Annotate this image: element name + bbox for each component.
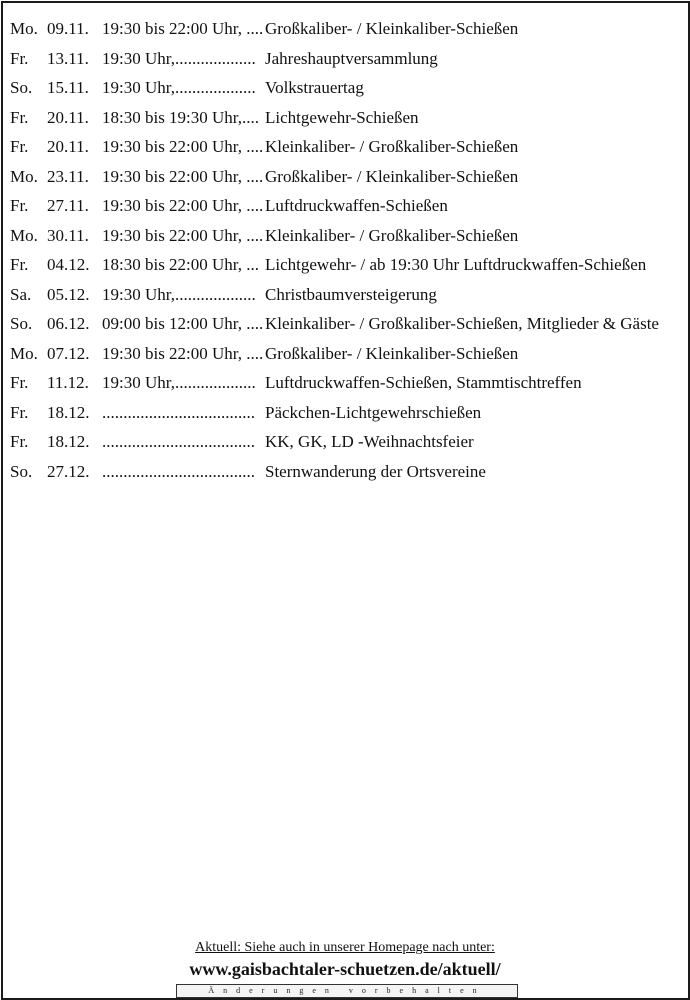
event-title: Großkaliber- / Kleinkaliber-Schießen [265,343,519,363]
event-time: 18:30 bis 22:00 Uhr, ... [102,255,260,274]
event-date: 04.12. [47,255,90,274]
event-time: .................................... [102,461,255,481]
event-date: 11.12. [47,373,89,392]
event-day: Fr. [10,137,29,156]
event-title: Volkstrauertag [265,78,364,97]
event-date: 07.12. [47,343,90,363]
schedule-row [0,14,690,43]
event-date: 18.12. [47,432,90,451]
event-title: KK, GK, LD -Weihnachtsfeier [265,432,474,451]
event-day: So. [10,78,33,97]
event-date: 30.11. [47,225,89,245]
event-time: 19:30 bis 22:00 Uhr, .... [102,137,264,156]
event-date: 06.12. [47,314,90,333]
event-title: Lichtgewehr-Schießen [265,107,419,127]
event-day: Mo. [10,225,38,245]
event-day: Mo. [10,19,38,38]
schedule-row [0,221,690,250]
event-date: 09.11. [47,19,89,38]
event-time: .................................... [102,432,255,451]
schedule-row [0,457,690,486]
event-day: Fr. [10,373,29,392]
event-time: 19:30 bis 22:00 Uhr, .... [102,225,264,245]
event-date: 20.11. [47,137,89,156]
event-title: Kleinkaliber- / Großkaliber-Schießen, Mitglieder & Gäste [265,314,659,333]
schedule-row [0,132,690,161]
event-day: Fr. [10,48,29,68]
homepage-link[interactable]: www.gaisbachtaler-schuetzen.de/aktuell/ [189,959,501,979]
schedule-row [0,162,690,191]
event-day: Sa. [10,284,32,304]
event-day: Mo. [10,343,38,363]
event-time: 19:30 bis 22:00 Uhr, .... [102,343,264,363]
event-date: 20.11. [47,107,89,127]
event-day: So. [10,461,33,481]
event-date: 18.12. [47,402,90,422]
event-title: Sternwanderung der Ortsvereine [265,461,486,481]
event-day: Fr. [10,432,29,451]
schedule-row [0,103,690,132]
schedule-row [0,427,690,456]
event-date: 27.12. [47,461,90,481]
event-date: 15.11. [47,78,89,97]
event-time: 18:30 bis 19:30 Uhr,.... [102,107,260,127]
schedule-row [0,44,690,73]
event-day: Fr. [10,196,29,215]
event-time: 19:30 Uhr,................... [102,373,256,392]
schedule-row [0,191,690,220]
schedule-row [0,250,690,279]
event-date: 05.12. [47,284,90,304]
event-time: 19:30 bis 22:00 Uhr, .... [102,19,264,38]
schedule-row [0,309,690,338]
schedule-row [0,73,690,102]
event-time: 19:30 Uhr,................... [102,78,256,97]
event-day: Mo. [10,166,38,186]
event-title: Luftdruckwaffen-Schießen [265,196,448,215]
homepage-note: Aktuell: Siehe auch in unserer Homepage nach unter: [195,940,495,955]
event-date: 13.11. [47,48,89,68]
schedule-row [0,280,690,309]
event-title: Päckchen-Lichtgewehrschießen [265,402,482,422]
schedule-row [0,398,690,427]
event-title: Kleinkaliber- / Großkaliber-Schießen [265,137,519,156]
event-title: Lichtgewehr- / ab 19:30 Uhr Luftdruckwaffen-Schießen [265,255,647,274]
event-time: 19:30 bis 22:00 Uhr, .... [102,166,264,186]
event-day: So. [10,314,33,333]
event-day: Fr. [10,255,29,274]
event-date: 23.11. [47,166,89,186]
event-time: 19:30 Uhr,................... [102,284,256,304]
event-date: 27.11. [47,196,89,215]
schedule-row [0,339,690,368]
event-day: Fr. [10,107,29,127]
schedule-row [0,368,690,397]
event-time: 19:30 bis 22:00 Uhr, .... [102,196,264,215]
event-title: Großkaliber- / Kleinkaliber-Schießen [265,19,519,38]
event-title: Jahreshauptversammlung [265,48,438,68]
event-title: Großkaliber- / Kleinkaliber-Schießen [265,166,519,186]
event-title: Christbaumversteigerung [265,284,437,304]
event-time: .................................... [102,402,255,422]
event-title: Luftdruckwaffen-Schießen, Stammtischtreffen [265,373,582,392]
event-title: Kleinkaliber- / Großkaliber-Schießen [265,225,519,245]
event-day: Fr. [10,402,29,422]
event-time: 19:30 Uhr,................... [102,48,256,68]
event-time: 09:00 bis 12:00 Uhr, .... [102,314,264,333]
changes-notice: Änderungen vorbehalten [176,984,518,998]
